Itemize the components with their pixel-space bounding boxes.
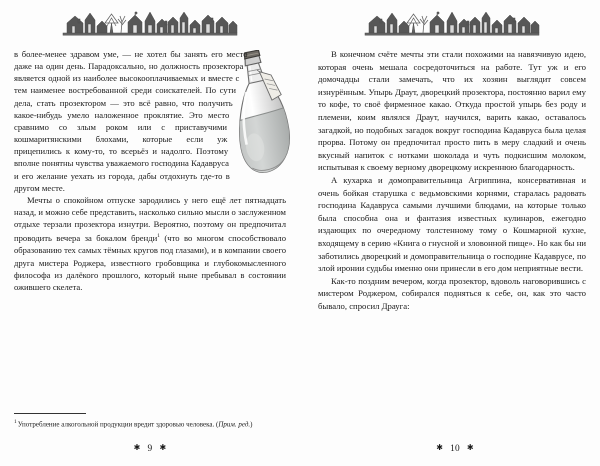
paragraph-text-cont: (что во многом способствовало образованию тех самых тёмных кругов под глазами), и в компании своего друга мистера Роджера, известного гробовщика и глубокомысленного философа из далёкого прошлого, который ныне пребывал в состоянии ожившего скелета. [14, 233, 286, 292]
paragraph: А кухарка и домоправительница Агриппина, консервативная и очень бойкая старушка с ведьмовскими корнями, старалась радовать господина Кадавруса самыми лучшими блюдами, на которые только была способна она и фантазия известных кулинаров, ежегодно издающих по очередному толстенному тому о Кошмарной кухне, входящему в серию «Книга о гнусной и зловонной пище». Но как бы ни заботились дворецкий и домоправительница о господине Кадаврусе, по злой иронии судьбы именно они принесли в его дом неприятные вести. [318, 174, 586, 274]
folio-star-right-icon: ✱ [159, 443, 167, 452]
paragraph [14, 194, 286, 293]
folio-star-left-icon: ✱ [133, 443, 141, 452]
footnote-block [14, 410, 286, 432]
folio-right [318, 432, 586, 466]
folio-left [14, 432, 286, 466]
folio-star-left-icon: ✱ [436, 443, 444, 452]
footnote-body: Употребление алкогольной продукции вредит здоровью человека. ( [17, 420, 219, 429]
page-number: 10 [450, 444, 460, 454]
footnote-marker: 1 [14, 419, 17, 426]
paragraph: В конечном счёте мечты эти стали похожими на навязчивую идею, которая очень мешала сосредоточиться на работе. Тут уж и его домочадцы стали замечать, что их хозяин выглядит совсем изнурённым. Упырь Драут, дворецкий прозектора, постоянно варил ему то кофе, то своё фирменное какао. Откуда простой упырь без роду и племени, коим являлся Драут, научился, варить какао, оставалось загадкой, но подобных загадок вокруг господина Кадавруса была целая прорва. Потому он предпочитал просто пить в меру сладкий и очень вкусный напиток с нотками шоколада и чуть подкисшим молоком, испытывая к своему верному дворецкому искреннюю благодарность. [318, 49, 586, 173]
left-page-body [14, 48, 286, 404]
footnote-reference[interactable]: 1 [157, 233, 160, 240]
page-number: 9 [147, 444, 153, 454]
footnote-tail: ) [250, 420, 253, 429]
footnote-divider [14, 413, 86, 414]
right-page-body [318, 48, 586, 432]
paragraph: в более-менее здравом уме, — не хотел бы занять его место даже на один день. Парадоксально, но должность прозектора является одной из наиболее высокооплачиваемых и вместе с тем наименее востребованной среди соискателей. По сути дела, стать прозектором — это всё равно, что получить какое-нибудь умело наложенное проклятие. Это место сравнимо со злым роком или с приставучими кошмаритянскими блохами, которые если уж прицепились к кому-то, то всерьёз и надолго. Поэтому вполне понятны чувства уважаемого господина Кадавруса и его желание уехать из города, дабы отдохнуть где-то в другом месте. [14, 49, 248, 193]
right-page [300, 0, 600, 466]
town-skyline-ornament [14, 6, 286, 36]
paragraph: Как-то поздним вечером, когда прозектор, вдоволь наговорившись с мистером Роджером, собирался подняться к себе, он, как это часто бывало, спросил Драуга: [318, 275, 586, 311]
footnote-italic-note: Прим. ред. [218, 420, 251, 429]
footnote-text [14, 418, 286, 430]
paragraph-text: Мечты о спокойном отпуске зародились у него ещё лет пятнадцать назад, и можно себе представить, насколько сильно мысли о заслуженном отдыхе терзали прозектора изнутри. Вероятно, поэтому он предпочитал проводить вечера за бокалом бренди [14, 194, 286, 244]
folio-star-right-icon: ✱ [466, 443, 474, 452]
town-skyline-ornament [318, 6, 586, 36]
